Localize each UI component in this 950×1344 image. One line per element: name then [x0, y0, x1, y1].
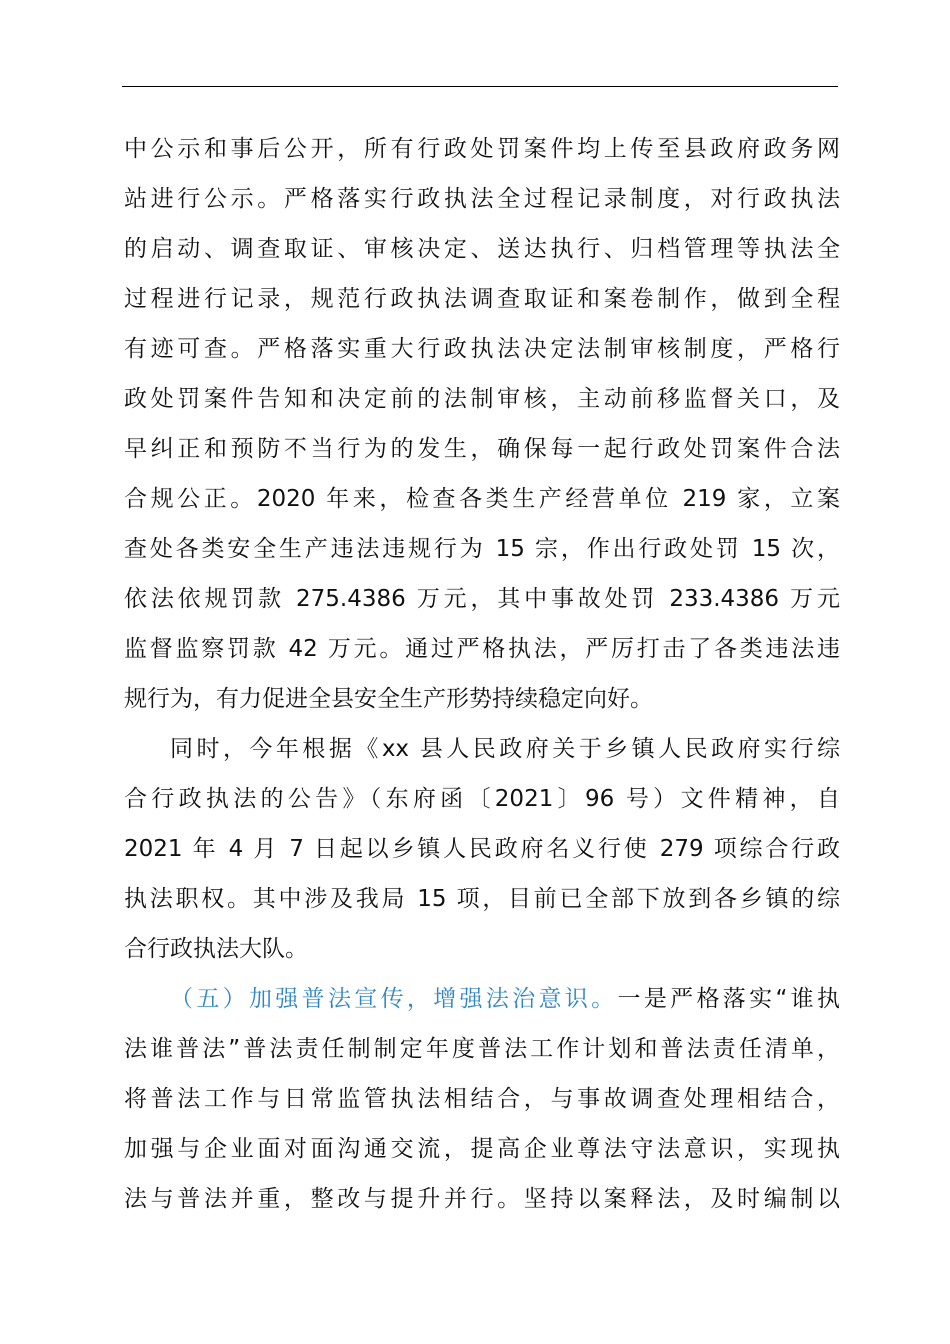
text-line: 法谁普法”普法责任制制定年度普法工作计划和普法责任清单，: [124, 1036, 840, 1062]
text-line: 有迹可查。严格落实重大行政执法决定法制审核制度，严格行: [124, 336, 840, 362]
section-heading: （五）加强普法宣传，增强法治意识。: [170, 986, 618, 1012]
text-line: 合行政执法大队。: [124, 936, 308, 962]
text-line: 同时，今年根据《xx 县人民政府关于乡镇人民政府实行综: [170, 736, 840, 762]
paragraph-2: [124, 724, 840, 974]
text-line: 执法职权。其中涉及我局 15 项，目前已全部下放到各乡镇的综: [124, 886, 840, 912]
text-line: 中公示和事后公开，所有行政处罚案件均上传至县政府政务网: [124, 136, 840, 162]
text-line: 的启动、调查取证、审核决定、送达执行、归档管理等执法全: [124, 236, 840, 262]
text-line: 合行政执法的公告》（东府函〔2021〕96 号）文件精神，自: [124, 786, 840, 812]
text-line: 法与普法并重，整改与提升并行。坚持以案释法，及时编制以: [124, 1186, 840, 1212]
header-rule: [122, 86, 838, 87]
text-line: 合规公正。2020 年来，检查各类生产经营单位 219 家，立案: [124, 486, 840, 512]
text-line: 2021 年 4 月 7 日起以乡镇人民政府名义行使 279 项综合行政: [124, 836, 840, 862]
paragraph-1: [124, 124, 840, 724]
paragraph-3: [124, 974, 840, 1224]
section-heading-continuation: 一是严格落实“谁执: [617, 986, 841, 1012]
text-line: 早纠正和预防不当行为的发生，确保每一起行政处罚案件合法: [124, 436, 840, 462]
text-line: 规行为，有力促进全县安全生产形势持续稳定向好。: [124, 686, 653, 712]
text-line: 过程进行记录，规范行政执法调查取证和案卷制作，做到全程: [124, 286, 840, 312]
text-line: [124, 974, 840, 1024]
text-line: 依法依规罚款 275.4386 万元，其中事故处罚 233.4386 万元: [124, 586, 840, 612]
text-line: 政处罚案件告知和决定前的法制审核，主动前移监督关口，及: [124, 386, 840, 412]
text-line: 将普法工作与日常监管执法相结合，与事故调查处理相结合，: [124, 1086, 840, 1112]
text-line: 监督监察罚款 42 万元。通过严格执法，严厉打击了各类违法违: [124, 636, 840, 662]
document-body: [124, 124, 840, 1224]
text-line: 加强与企业面对面沟通交流，提高企业尊法守法意识，实现执: [124, 1136, 840, 1162]
text-line: 站进行公示。严格落实行政执法全过程记录制度，对行政执法: [124, 186, 840, 212]
text-line: 查处各类安全生产违法违规行为 15 宗，作出行政处罚 15 次，: [124, 536, 840, 562]
